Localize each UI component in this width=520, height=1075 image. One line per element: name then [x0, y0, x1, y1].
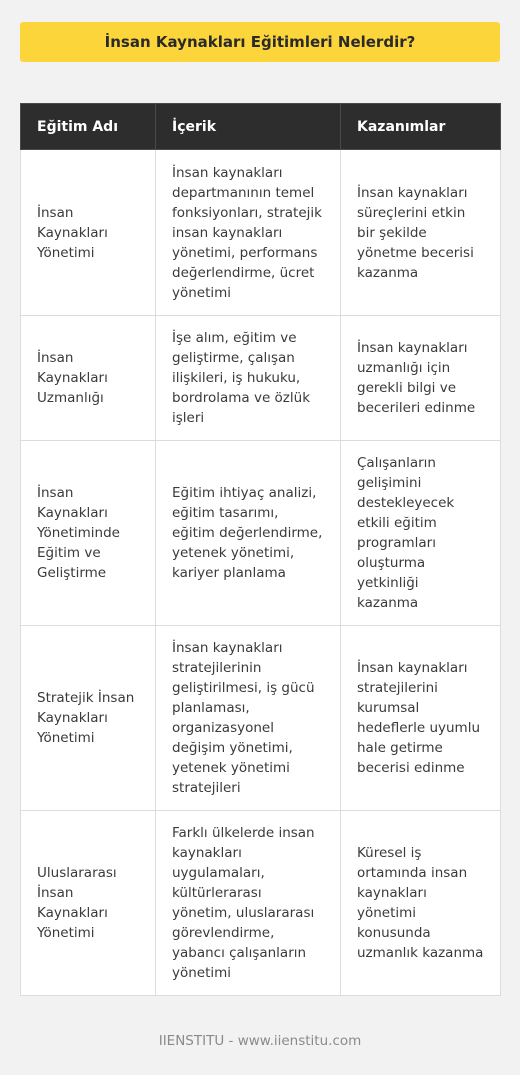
content-cell: Farklı ülkelerde insan kaynakları uygulamaları, kültürlerarası yönetim, uluslararası görevlendirme, yabancı çalışanların yönetimi	[156, 811, 341, 996]
content-cell: İnsan kaynakları departmanının temel fonksiyonları, stratejik insan kaynakları yönetimi, performans değerlendirme, ücret yönetimi	[156, 150, 341, 316]
content-cell: İnsan kaynakları stratejilerinin geliştirilmesi, iş gücü planlaması, organizasyonel değişim yönetimi, yetenek yönetimi stratejileri	[156, 626, 341, 811]
training-table	[20, 103, 501, 996]
content-cell: İşe alım, eğitim ve geliştirme, çalışan ilişkileri, iş hukuku, bordrolama ve özlük işleri	[156, 316, 341, 441]
training-name-cell: Uluslararası İnsan Kaynakları Yönetimi	[21, 811, 156, 996]
footer-credit: IIENSTITU - www.iienstitu.com	[158, 1033, 362, 1049]
column-header-content: İçerik	[156, 104, 341, 150]
gains-cell: İnsan kaynakları süreçlerini etkin bir şekilde yönetme becerisi kazanma	[341, 150, 501, 316]
table-row	[21, 626, 501, 811]
gains-cell: Çalışanların gelişimini destekleyecek etkili eğitim programları oluşturma yetkinliği kazanma	[341, 441, 501, 626]
gains-cell: İnsan kaynakları uzmanlığı için gerekli bilgi ve becerileri edinme	[341, 316, 501, 441]
table-row	[21, 316, 501, 441]
training-name-cell: İnsan Kaynakları Uzmanlığı	[21, 316, 156, 441]
column-header-training-name: Eğitim Adı	[21, 104, 156, 150]
training-name-cell: İnsan Kaynakları Yönetimi	[21, 150, 156, 316]
table-row	[21, 441, 501, 626]
table-row	[21, 811, 501, 996]
table-header-row	[21, 104, 501, 150]
content-cell: Eğitim ihtiyaç analizi, eğitim tasarımı, eğitim değerlendirme, yetenek yönetimi, kariyer planlama	[156, 441, 341, 626]
training-name-cell: İnsan Kaynakları Yönetiminde Eğitim ve Geliştirme	[21, 441, 156, 626]
column-header-gains: Kazanımlar	[341, 104, 501, 150]
gains-cell: Küresel iş ortamında insan kaynakları yönetimi konusunda uzmanlık kazanma	[341, 811, 501, 996]
training-name-cell: Stratejik İnsan Kaynakları Yönetimi	[21, 626, 156, 811]
gains-cell: İnsan kaynakları stratejilerini kurumsal hedeflerle uyumlu hale getirme becerisi edinme	[341, 626, 501, 811]
table-row	[21, 150, 501, 316]
page-title: İnsan Kaynakları Eğitimleri Nelerdir?	[20, 22, 500, 62]
